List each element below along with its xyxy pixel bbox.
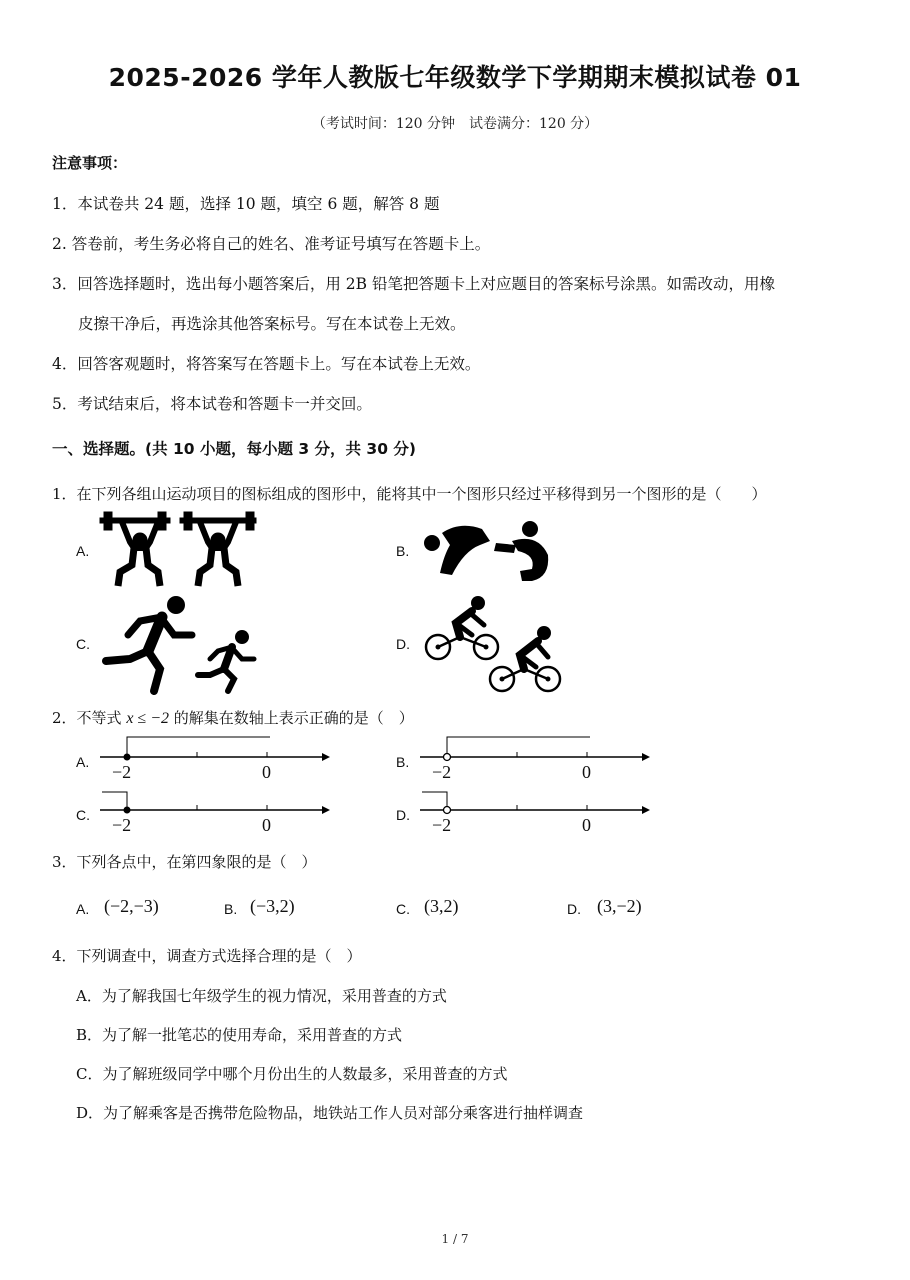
tick-label-zero: 0 — [582, 815, 591, 835]
note-item: 1．本试卷共 24 题，选择 10 题，填空 6 题，解答 8 题 — [52, 195, 440, 213]
tick-label-neg2: −2 — [432, 815, 452, 835]
gymnastics-icon — [420, 515, 560, 585]
question-4-stem: 4．下列调查中，调查方式选择合理的是（ ） — [52, 947, 362, 965]
section-heading: 一、选择题。(共 10 小题，每小题 3 分，共 30 分) — [52, 440, 416, 458]
cycling-icon — [420, 593, 570, 697]
q4-option-a: A．为了解我国七年级学生的视力情况，采用普查的方式 — [76, 987, 447, 1005]
q4-option-c: C．为了解班级同学中哪个月份出生的人数最多，采用普查的方式 — [76, 1065, 508, 1083]
number-line-b — [420, 730, 660, 786]
q4-option-d: D．为了解乘客是否携带危险物品，地铁站工作人员对部分乘客进行抽样调查 — [76, 1104, 584, 1122]
q2-option-c-label: C. — [76, 807, 90, 823]
q2-option-a-label: A. — [76, 754, 90, 770]
tick-label-zero: 0 — [262, 762, 271, 782]
page-number: 1 / 7 — [441, 1232, 469, 1246]
tick-label-neg2: −2 — [432, 762, 452, 782]
q3-option-a-label: A. — [76, 901, 90, 917]
running-icon — [100, 595, 260, 695]
question-1-stem: 1．在下列各组山运动项目的图标组成的图形中，能将其中一个图形只经过平移得到另一个图形的是（ ） — [52, 485, 767, 503]
note-item: 4．回答客观题时，将答案写在答题卡上。写在本试卷上无效。 — [52, 355, 481, 373]
q2-inequality: x ≤ −2 — [126, 710, 170, 727]
note-item: 皮擦干净后，再选涂其他答案标号。写在本试卷上无效。 — [78, 315, 466, 333]
q3-option-d-value: (3,−2) — [597, 896, 642, 916]
q1-option-a-label: A. — [76, 543, 90, 559]
tick-label-neg2: −2 — [112, 815, 132, 835]
number-line-a — [100, 730, 340, 786]
q3-option-a-value: (−2,−3) — [104, 896, 159, 916]
q2-stem-prefix: 2．不等式 — [52, 709, 122, 727]
q3-option-c-value: (3,2) — [424, 896, 459, 916]
number-line-c — [100, 783, 340, 839]
q1-option-d-label: D. — [396, 636, 410, 652]
tick-label-zero: 0 — [262, 815, 271, 835]
exam-subtitle: （考试时间：120 分钟 试卷满分：120 分） — [311, 116, 599, 132]
question-2-stem — [52, 707, 414, 728]
note-item: 5．考试结束后，将本试卷和答题卡一并交回。 — [52, 395, 372, 413]
tick-label-zero: 0 — [582, 762, 591, 782]
q2-stem-suffix: 的解集在数轴上表示正确的是（ ） — [173, 709, 414, 727]
tick-label-neg2: −2 — [112, 762, 132, 782]
q2-option-b-label: B. — [396, 754, 410, 770]
question-3-stem: 3．下列各点中，在第四象限的是（ ） — [52, 853, 317, 871]
weightlifting-icon — [100, 510, 260, 590]
notes-heading: 注意事项： — [52, 154, 128, 172]
note-item: 3．回答选择题时，选出每小题答案后，用 2B 铅笔把答题卡上对应题目的答案标号涂黑。如需改动，用橡 — [52, 275, 775, 293]
note-item: 2. 答卷前，考生务必将自己的姓名、准考证号填写在答题卡上。 — [52, 235, 491, 253]
q3-option-b-label: B. — [224, 901, 238, 917]
number-line-d — [420, 783, 660, 839]
q3-option-b-value: (−3,2) — [250, 896, 295, 916]
q2-option-d-label: D. — [396, 807, 410, 823]
q3-option-d-label: D. — [567, 901, 581, 917]
q1-option-b-label: B. — [396, 543, 410, 559]
q4-option-b: B．为了解一批笔芯的使用寿命，采用普查的方式 — [76, 1026, 403, 1044]
page-title: 2025-2026 学年人教版七年级数学下学期期末模拟试卷 01 — [108, 63, 802, 92]
q3-option-c-label: C. — [396, 901, 410, 917]
q1-option-c-label: C. — [76, 636, 90, 652]
